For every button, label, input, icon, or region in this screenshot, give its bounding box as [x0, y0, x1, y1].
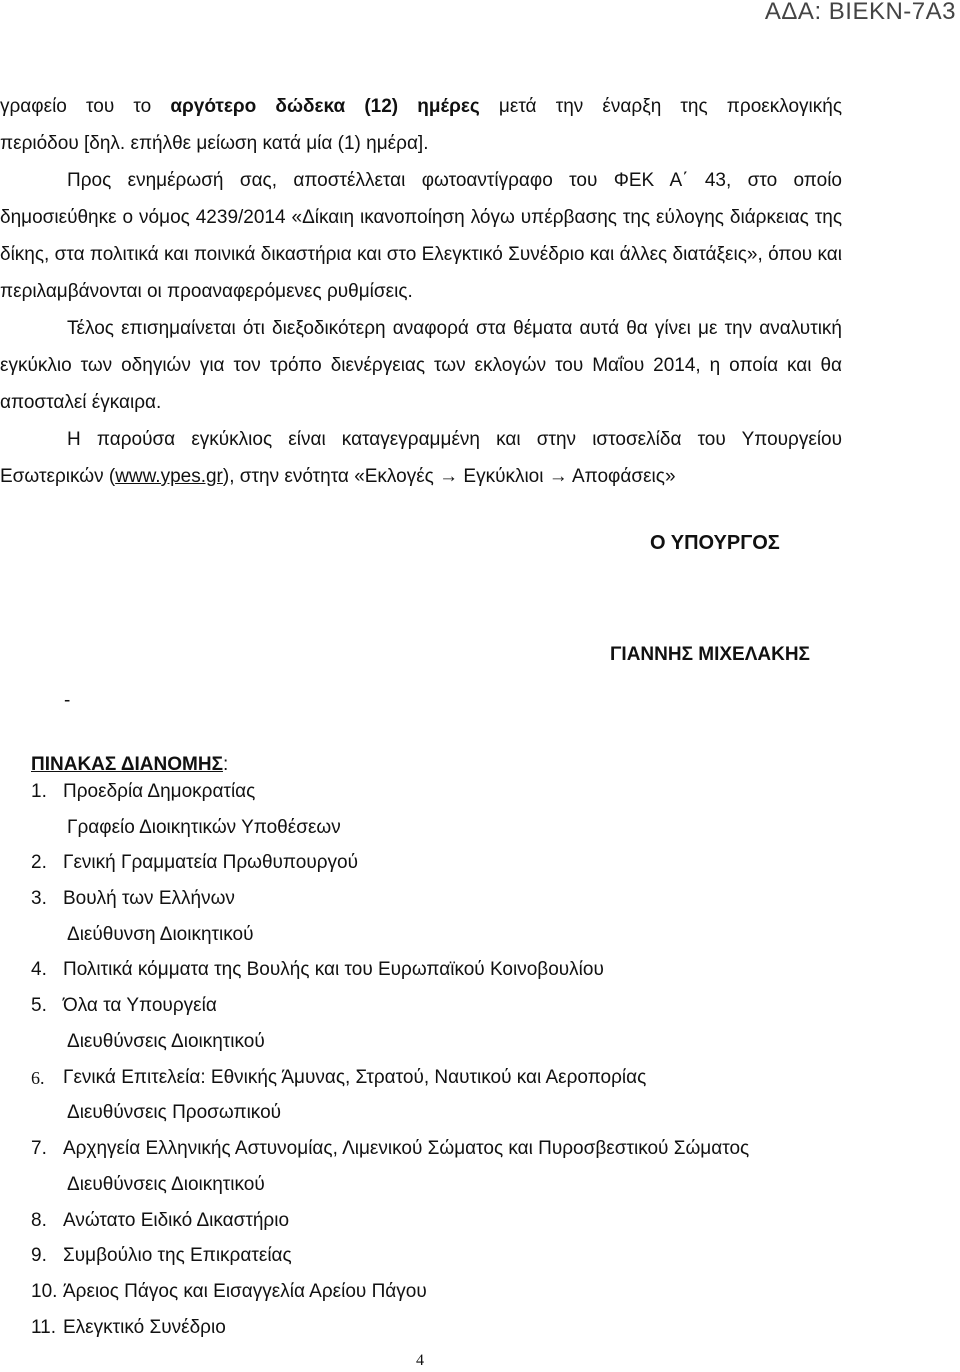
paragraph-2: Προς ενημέρωσή σας, αποστέλλεται φωτοαντίγραφο του ΦΕΚ Α΄ 43, στο οποίο δημοσιεύθηκε ο νόμος 4239/2014 «Δίκαιη ικανοποίηση λόγω υπέρβασης της εύλογης διάρκειας της δίκης, στα πολιτικά και ποινικά δικαστήρια και στο Ελεγκτικό Συνέδριο και άλλες διατάξεις», όπου και περιλαμβάνονται οι προαναφερόμενες ρυθμίσεις. — [0, 170, 842, 302]
deadline-bold: αργότερο δώδεκα (12) ημέρες — [170, 96, 480, 117]
paragraph-1-line-2: περιόδου [δηλ. επήλθε μείωση κατά μία (1) ημέρα]. — [0, 133, 429, 154]
ypes-link[interactable]: www.ypes.gr — [115, 466, 223, 487]
page-number: 4 — [416, 1352, 424, 1369]
paragraph-4: Η παρούσα εγκύκλιος είναι καταγεγραμμένη και στην ιστοσελίδα του Υπουργείου Εσωτερικών (www.ypes.gr), στην ενότητα «Εκλογές → Εγκύκλιοι → Αποφάσεις» — [0, 429, 842, 487]
dash-mark: - — [64, 690, 71, 711]
minister-name: ΓΙΑΝΝΗΣ ΜΙΧΕΛΑΚΗΣ — [610, 644, 810, 665]
paragraph-1: γραφείο του το αργότερο δώδεκα (12) ημέρες μετά την έναρξη της προεκλογικής — [0, 96, 842, 117]
minister-title: Ο ΥΠΟΥΡΓΟΣ — [650, 532, 780, 554]
ada-code: ΑΔΑ: ΒΙΕΚΝ-7Α3 — [764, 0, 956, 25]
distribution-title: ΠΙΝΑΚΑΣ ΔΙΑΝΟΜΗΣ: — [31, 754, 229, 775]
document-body — [0, 88, 842, 495]
paragraph-3: Τέλος επισημαίνεται ότι διεξοδικότερη αναφορά στα θέματα αυτά θα γίνει με την αναλυτική εγκύκλιο των οδηγιών για τον τρόπο διενέργειας των εκλογών του Μαΐου 2014, η οποία και θα αποσταλεί έγκαιρα. — [0, 318, 842, 413]
